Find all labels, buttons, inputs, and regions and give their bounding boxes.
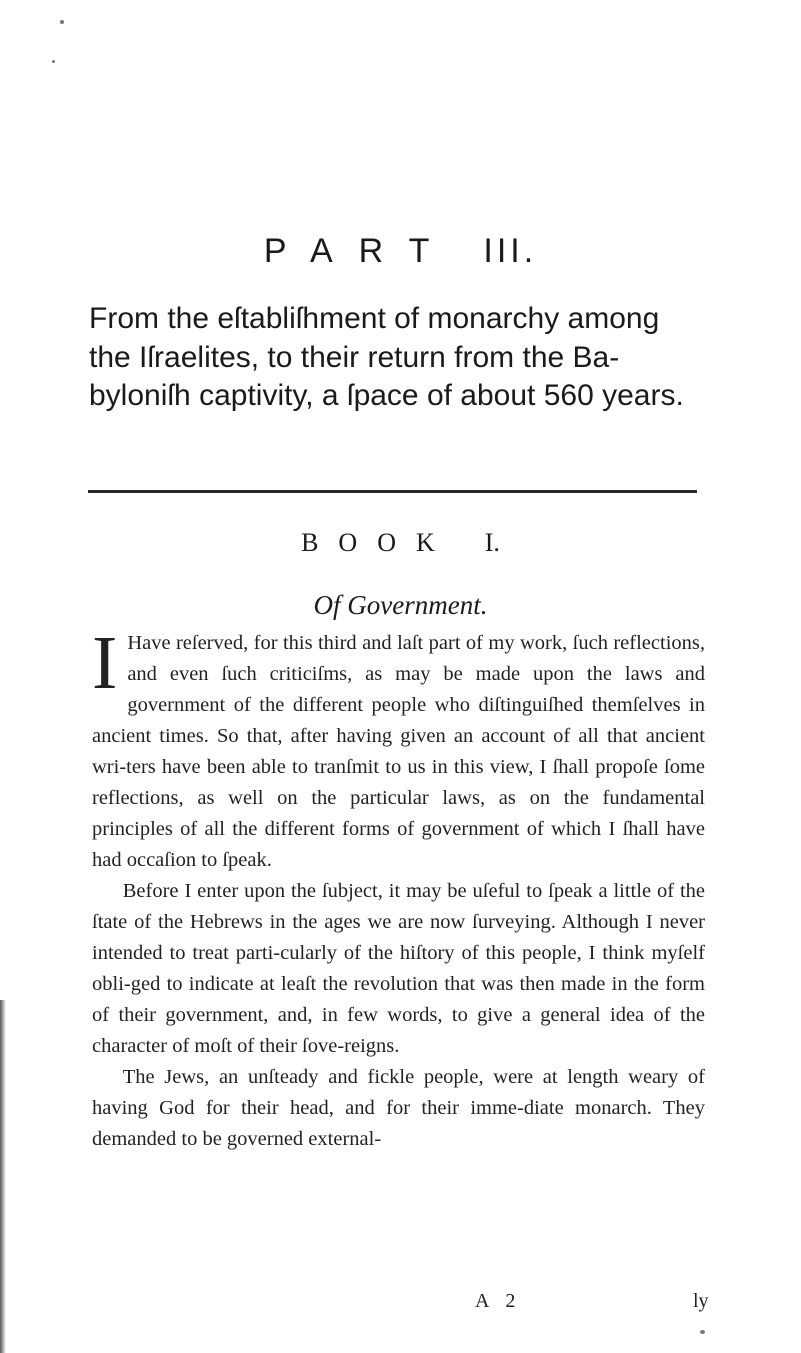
book-number: I. bbox=[484, 528, 500, 557]
paragraph-2: Before I enter upon the ſubject, it may be uſeful to ſpeak a little of the ſtate of the Hebrews in the ages we are now ſurveying. Although I never intended to treat parti-cularly of the hiſtory of this people, I think myſelf obli-ged to indicate at leaſt the revolution that was then made in the form of their government, and, in few words, to give a general idea of the character of moſt of their ſove-reigns. bbox=[92, 880, 705, 1057]
signature-mark: A 2 bbox=[475, 1290, 522, 1312]
part-label: PART bbox=[263, 232, 456, 270]
chapter-title: Of Government. bbox=[313, 590, 488, 620]
paper-speck bbox=[52, 60, 55, 63]
book-heading bbox=[0, 528, 801, 558]
drop-cap: I bbox=[92, 621, 118, 705]
part-summary bbox=[89, 300, 709, 416]
page-edge-shadow bbox=[0, 1000, 6, 1353]
section-divider bbox=[88, 490, 697, 493]
book-label: BOOK bbox=[301, 528, 455, 557]
part-summary-text: From the eſtabliſhment of monarchy among the Iſraelites, to their return from the Ba-byloniſh captivity, a ſpace of about 560 years. bbox=[89, 302, 684, 412]
part-heading bbox=[0, 232, 801, 271]
paper-speck bbox=[60, 20, 64, 24]
paragraph-1 bbox=[92, 621, 705, 876]
catchword: ly bbox=[693, 1290, 709, 1312]
paragraph-3: The Jews, an unſteady and fickle people, were at length weary of having God for their head, and for their imme-diate monarch. They demanded to be governed external- bbox=[92, 1066, 705, 1150]
paragraph-1-text: Have reſerved, for this third and laſt part of my work, ſuch reflections, and even ſuch criticiſms, as may be made upon the laws and government of the different people who diſtinguiſhed themſelves in ancient times. So that, after having given an account of all that ancient wri-ters have been able to tranſmit to us in this view, I ſhall propoſe ſome reflections, as well on the particular laws, as on the fundamental principles of all the different forms of government of which I ſhall have had occaſion to ſpeak. bbox=[92, 632, 705, 871]
part-number: III. bbox=[483, 232, 538, 270]
body-text bbox=[92, 621, 705, 1155]
paper-speck bbox=[700, 1330, 705, 1334]
